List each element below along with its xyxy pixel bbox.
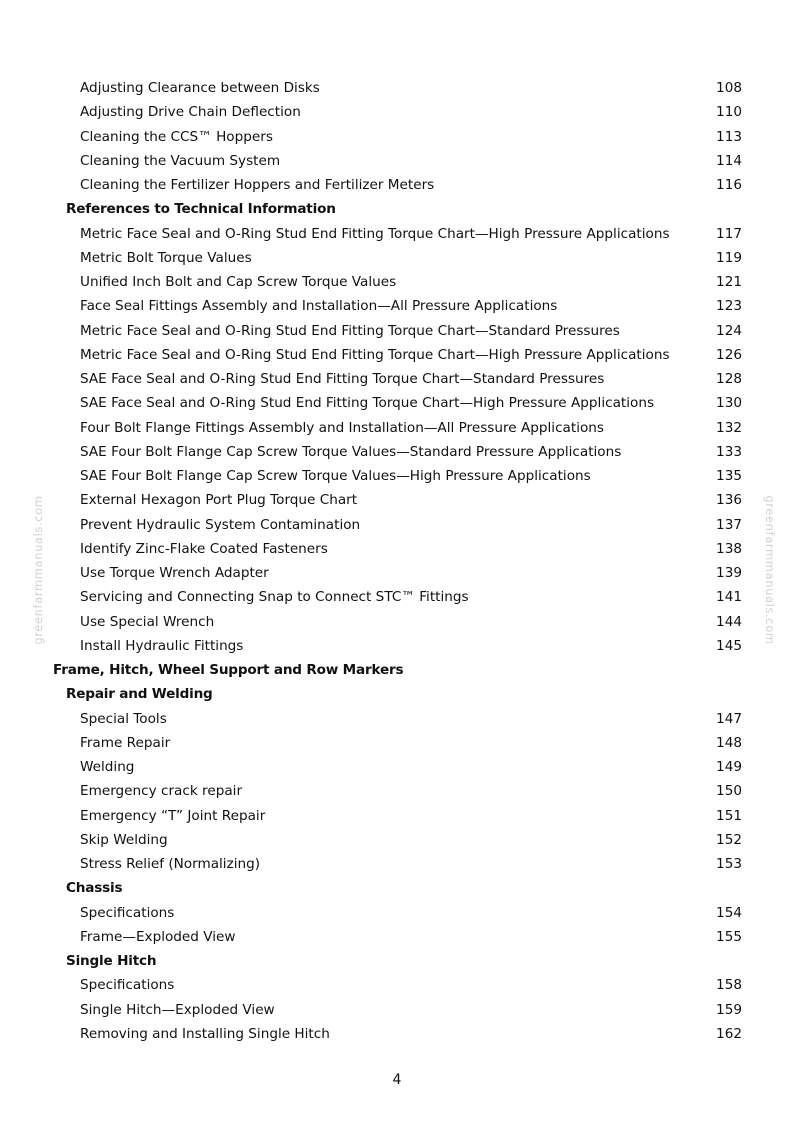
toc-section-heading[interactable]	[0, 682, 794, 706]
toc-entry-title: Stress Relief (Normalizing)	[80, 856, 261, 872]
toc-entry-page: 133	[716, 443, 742, 460]
toc-entry-title: References to Technical Information	[66, 201, 336, 218]
toc-entry[interactable]	[0, 416, 794, 440]
toc-entry-title: External Hexagon Port Plug Torque Chart	[80, 492, 358, 509]
toc-entry-title: Four Bolt Flange Fittings Assembly and Installation—All Pressure Applications	[80, 419, 604, 436]
toc-entry-page: 149	[716, 759, 742, 775]
toc-entry[interactable]	[0, 585, 794, 609]
toc-entry[interactable]	[0, 828, 794, 852]
toc-entry-title: Cleaning the Fertilizer Hoppers and Fertilizer Meters	[80, 177, 435, 193]
toc-entry-page: 158	[716, 977, 742, 994]
toc-entry[interactable]	[0, 852, 794, 876]
toc-entry[interactable]	[0, 537, 794, 561]
toc-entry-page: 159	[716, 1001, 742, 1018]
toc-entry-title: SAE Face Seal and O-Ring Stud End Fitting Torque Chart—Standard Pressures	[80, 371, 605, 387]
toc-entry-title: Use Special Wrench	[80, 613, 215, 630]
toc-entry[interactable]	[0, 755, 794, 779]
toc-entry-page: 136	[716, 492, 742, 509]
toc-entry-title: Single Hitch	[66, 953, 157, 969]
table-of-contents	[0, 76, 794, 1046]
toc-entry-title: Removing and Installing Single Hitch	[80, 1025, 330, 1042]
toc-entry-page: 113	[716, 128, 742, 145]
toc-entry-title: Special Tools	[80, 710, 167, 727]
toc-entry-title: Use Torque Wrench Adapter	[80, 565, 269, 581]
toc-entry-page: 123	[716, 298, 742, 315]
toc-entry-title: Skip Welding	[80, 831, 168, 848]
toc-entry[interactable]	[0, 270, 794, 294]
page-number: 4	[392, 1072, 402, 1088]
toc-entry-page: 147	[716, 710, 742, 727]
toc-entry[interactable]	[0, 901, 794, 925]
toc-entry-page: 130	[716, 395, 742, 412]
toc-entry[interactable]	[0, 731, 794, 755]
toc-entry-page: 124	[716, 322, 742, 339]
toc-entry-page: 135	[716, 468, 742, 484]
toc-entry-page: 151	[716, 807, 742, 824]
toc-entry[interactable]	[0, 76, 794, 100]
toc-entry[interactable]	[0, 513, 794, 537]
toc-entry[interactable]	[0, 173, 794, 197]
toc-entry-page: 132	[716, 419, 742, 436]
toc-entry-title: Metric Bolt Torque Values	[80, 249, 252, 266]
toc-entry[interactable]	[0, 391, 794, 415]
toc-entry[interactable]	[0, 440, 794, 464]
toc-entry-title: Prevent Hydraulic System Contamination	[80, 516, 361, 533]
toc-entry-title: SAE Four Bolt Flange Cap Screw Torque Values—Standard Pressure Applications	[80, 443, 622, 460]
toc-entry-title: Identify Zinc-Flake Coated Fasteners	[80, 540, 328, 557]
toc-entry-title: Specifications	[80, 904, 175, 921]
toc-entry-page: 144	[716, 613, 742, 630]
toc-entry-title: Emergency “T” Joint Repair	[80, 807, 266, 824]
toc-entry-title: Face Seal Fittings Assembly and Installation—All Pressure Applications	[80, 298, 558, 315]
toc-entry-page: 126	[716, 346, 742, 363]
toc-entry-page: 108	[716, 80, 742, 96]
toc-entry-title: Specifications	[80, 977, 175, 994]
toc-entry[interactable]	[0, 100, 794, 124]
toc-entry-title: Repair and Welding	[66, 686, 213, 703]
toc-entry[interactable]	[0, 561, 794, 585]
toc-entry[interactable]	[0, 779, 794, 803]
toc-entry[interactable]	[0, 343, 794, 367]
toc-entry-title: Cleaning the Vacuum System	[80, 152, 281, 169]
toc-entry-page: 153	[716, 856, 742, 872]
toc-entry-page: 138	[716, 540, 742, 557]
toc-entry-title: Metric Face Seal and O-Ring Stud End Fitting Torque Chart—Standard Pressures	[80, 322, 620, 339]
toc-entry-title: Install Hydraulic Fittings	[80, 637, 244, 654]
toc-entry[interactable]	[0, 464, 794, 488]
toc-entry-page: 121	[716, 274, 742, 290]
toc-entry[interactable]	[0, 610, 794, 634]
toc-entry[interactable]	[0, 634, 794, 658]
toc-entry[interactable]	[0, 707, 794, 731]
toc-entry-title: Chassis	[66, 880, 123, 897]
toc-entry-page: 141	[716, 589, 742, 606]
toc-entry[interactable]	[0, 246, 794, 270]
toc-entry-page: 148	[716, 734, 742, 751]
toc-section-heading[interactable]	[0, 197, 794, 221]
toc-entry-title: Frame Repair	[80, 734, 171, 751]
toc-entry-title: Adjusting Clearance between Disks	[80, 80, 320, 96]
toc-entry-title: Metric Face Seal and O-Ring Stud End Fitting Torque Chart—High Pressure Applications	[80, 346, 670, 363]
toc-entry[interactable]	[0, 222, 794, 246]
toc-entry-title: Metric Face Seal and O-Ring Stud End Fitting Torque Chart—High Pressure Applications	[80, 225, 670, 242]
watermark-right: greenfarmmanuals.com	[763, 495, 777, 645]
toc-entry-page: 152	[716, 831, 742, 848]
toc-entry-title: SAE Face Seal and O-Ring Stud End Fitting Torque Chart—High Pressure Applications	[80, 395, 655, 412]
toc-entry[interactable]	[0, 1022, 794, 1046]
toc-entry-page: 114	[716, 152, 742, 169]
toc-entry[interactable]	[0, 149, 794, 173]
toc-entry-page: 150	[716, 783, 742, 800]
toc-entry-page: 117	[716, 225, 742, 242]
toc-entry[interactable]	[0, 998, 794, 1022]
toc-entry-page: 110	[716, 104, 742, 121]
toc-entry-title: Single Hitch—Exploded View	[80, 1001, 275, 1018]
toc-entry[interactable]	[0, 925, 794, 949]
toc-entry-title: Unified Inch Bolt and Cap Screw Torque Values	[80, 274, 397, 290]
toc-section-heading[interactable]	[0, 876, 794, 900]
toc-entry[interactable]	[0, 294, 794, 318]
toc-entry[interactable]	[0, 804, 794, 828]
toc-entry-title: Frame, Hitch, Wheel Support and Row Markers	[53, 662, 404, 678]
toc-entry[interactable]	[0, 319, 794, 343]
toc-entry[interactable]	[0, 973, 794, 997]
toc-entry-title: Welding	[80, 759, 135, 775]
toc-entry-title: Adjusting Drive Chain Deflection	[80, 104, 301, 121]
toc-entry-title: Servicing and Connecting Snap to Connect STC™ Fittings	[80, 589, 469, 606]
toc-entry-title: Frame—Exploded View	[80, 928, 236, 945]
toc-entry-page: 119	[716, 249, 742, 266]
toc-entry-page: 116	[716, 177, 742, 193]
toc-entry-page: 162	[716, 1025, 742, 1042]
toc-entry-page: 128	[716, 371, 742, 387]
toc-entry-title: Emergency crack repair	[80, 783, 243, 800]
toc-entry-page: 137	[716, 516, 742, 533]
watermark-left: greenfarmmanuals.com	[31, 495, 45, 645]
toc-section-heading[interactable]	[0, 949, 794, 973]
toc-entry-title: SAE Four Bolt Flange Cap Screw Torque Values—High Pressure Applications	[80, 468, 591, 484]
toc-entry-page: 139	[716, 565, 742, 581]
toc-entry-page: 154	[716, 904, 742, 921]
toc-entry[interactable]	[0, 125, 794, 149]
toc-entry[interactable]	[0, 488, 794, 512]
toc-section-heading[interactable]	[0, 658, 794, 682]
toc-entry-page: 155	[716, 928, 742, 945]
toc-entry[interactable]	[0, 367, 794, 391]
toc-entry-title: Cleaning the CCS™ Hoppers	[80, 128, 273, 145]
toc-entry-page: 145	[716, 637, 742, 654]
